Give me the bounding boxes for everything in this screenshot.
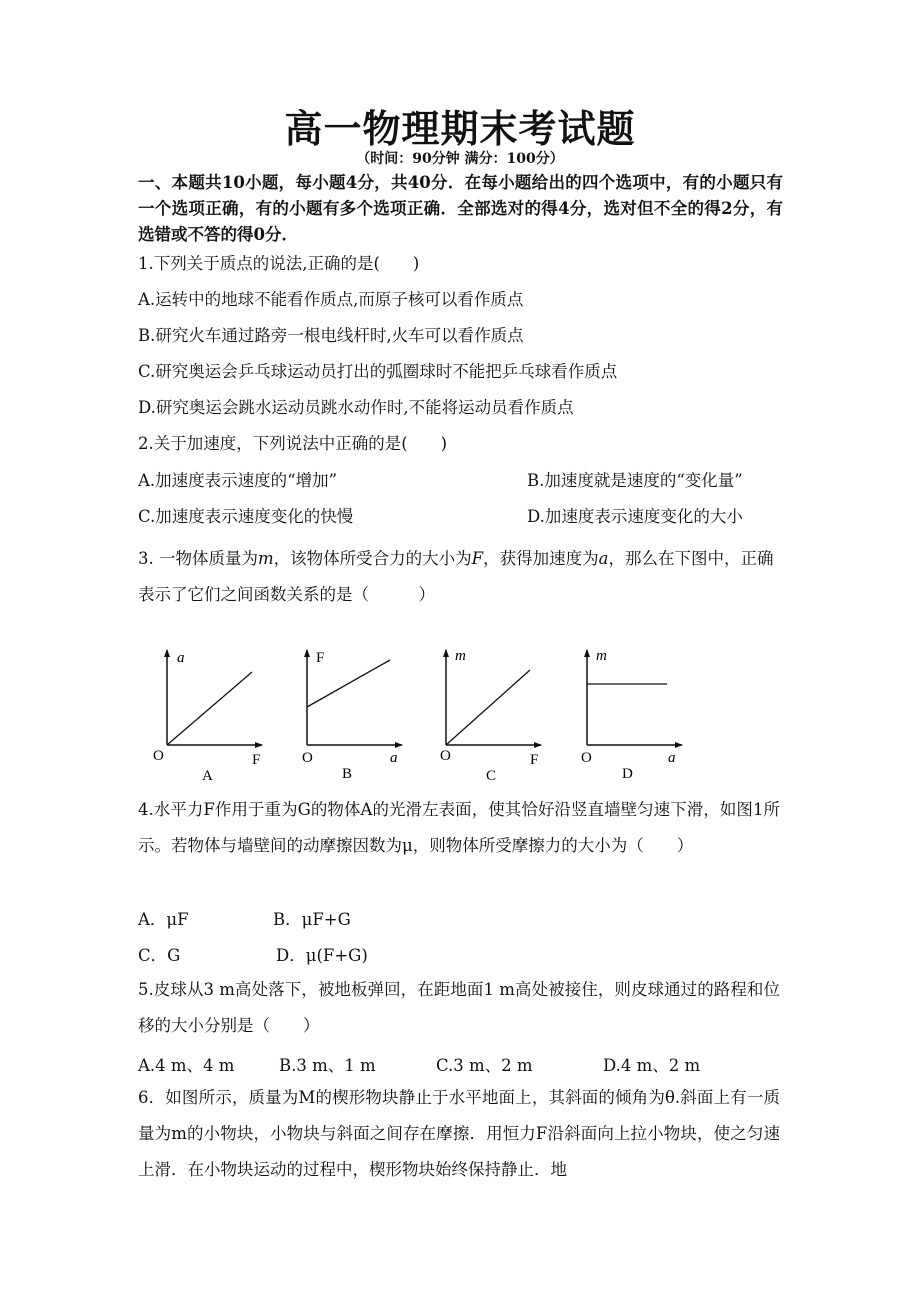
graph-c	[440, 648, 541, 784]
graph-a-y-label: a	[177, 650, 185, 666]
graph-d	[581, 648, 682, 782]
q1-stem: 1.下列关于质点的说法,正确的是( )	[138, 254, 420, 273]
q3-var-m: m	[258, 549, 274, 568]
q4-option-c: C．G	[138, 946, 181, 965]
q5-stem: 5.皮球从3 m高处落下，被地板弹回，在距地面1 m高处被接住，则皮球通过的路程和位移的大小分别是（ ）	[138, 980, 780, 1035]
graph-a-x-label: F	[252, 752, 261, 768]
q3-var-a: a	[598, 549, 609, 568]
q1-option-a: A.运转中的地球不能看作质点,而原子核可以看作质点	[138, 290, 524, 309]
q2-option-d: D.加速度表示速度变化的大小	[527, 507, 743, 526]
graph-b	[302, 650, 402, 782]
q5-option-d: D.4 m、2 m	[603, 1056, 701, 1075]
graph-c-line	[446, 670, 530, 745]
q3-text-4: ，那么在下图中，正确表示了它们之间函数关系的是（ ）	[138, 549, 774, 604]
graph-d-label: D	[622, 766, 633, 782]
graph-c-origin: O	[440, 748, 451, 764]
q4-option-b: B．μF+G	[273, 910, 351, 929]
q2-stem: 2.关于加速度，下列说法中正确的是( )	[138, 434, 448, 453]
q6-stem: 6．如图所示，质量为M的楔形物块静止于水平地面上，其斜面的倾角为θ.斜面上有一质量为m的小物块，小物块与斜面之间存在摩擦．用恒力F沿斜面向上拉小物块，使之匀速上滑．在小物块运动的过程中，楔形物块始终保持静止．地	[138, 1088, 780, 1179]
section-instructions: 一、本题共10小题，每小题4分，共40分．在每小题给出的四个选项中，有的小题只有一个选项正确，有的小题有多个选项正确．全部选对的得4分，选对但不全的得2分，有选错或不答的得0分．	[138, 173, 783, 244]
graph-c-label: C	[486, 768, 497, 784]
graph-c-x-label: F	[530, 752, 539, 768]
q3-stem	[138, 541, 783, 613]
graph-b-line	[307, 660, 390, 707]
q2-option-c: C.加速度表示速度变化的快慢	[138, 507, 354, 526]
q2-option-b: B.加速度就是速度的“变化量”	[527, 471, 743, 490]
q3-text-2: ，该物体所受合力的大小为	[273, 549, 472, 568]
q3-graphs	[0, 640, 920, 790]
graph-a-label: A	[202, 768, 213, 784]
q5-option-c: C.3 m、2 m	[436, 1056, 533, 1075]
q5-option-a: A.4 m、4 m	[138, 1056, 235, 1075]
graph-b-origin: O	[302, 750, 313, 766]
q3-var-f: F	[471, 549, 484, 568]
q1-option-d: D.研究奥运会跳水运动员跳水动作时,不能将运动员看作质点	[138, 398, 574, 417]
graph-c-y-label: m	[455, 648, 466, 664]
graph-b-x-label: a	[390, 750, 398, 766]
graph-a	[153, 650, 262, 784]
graph-d-origin: O	[581, 750, 592, 766]
graph-d-x-label: a	[668, 750, 676, 766]
q4-stem: 4.水平力F作用于重为G的物体A的光滑左表面，使其恰好沿竖直墙壁匀速下滑，如图1所示。若物体与墙壁间的动摩擦因数为μ，则物体所受摩擦力的大小为（ ）	[138, 800, 780, 855]
page-title: 高一物理期末考试题	[284, 106, 636, 151]
exam-subtitle: （时间：90分钟 满分：100分）	[356, 151, 564, 167]
q1-option-b: B.研究火车通过路旁一根电线杆时,火车可以看作质点	[138, 326, 524, 345]
q1-option-c: C.研究奥运会乒乓球运动员打出的弧圈球时不能把乒乓球看作质点	[138, 362, 618, 381]
graph-b-y-label: F	[316, 650, 325, 666]
q3-text-3: ，获得加速度为	[483, 549, 599, 568]
q4-option-d: D．μ(F+G)	[276, 946, 368, 965]
graph-b-label: B	[342, 766, 353, 782]
graph-a-origin: O	[153, 748, 164, 764]
graph-a-line	[167, 672, 252, 745]
graph-d-y-label: m	[596, 648, 607, 664]
q4-option-a: A．μF	[138, 910, 189, 929]
q3-text-1: 3. 一物体质量为	[138, 549, 258, 568]
q5-option-b: B.3 m、1 m	[279, 1056, 376, 1075]
q2-option-a: A.加速度表示速度的“增加”	[138, 471, 338, 490]
